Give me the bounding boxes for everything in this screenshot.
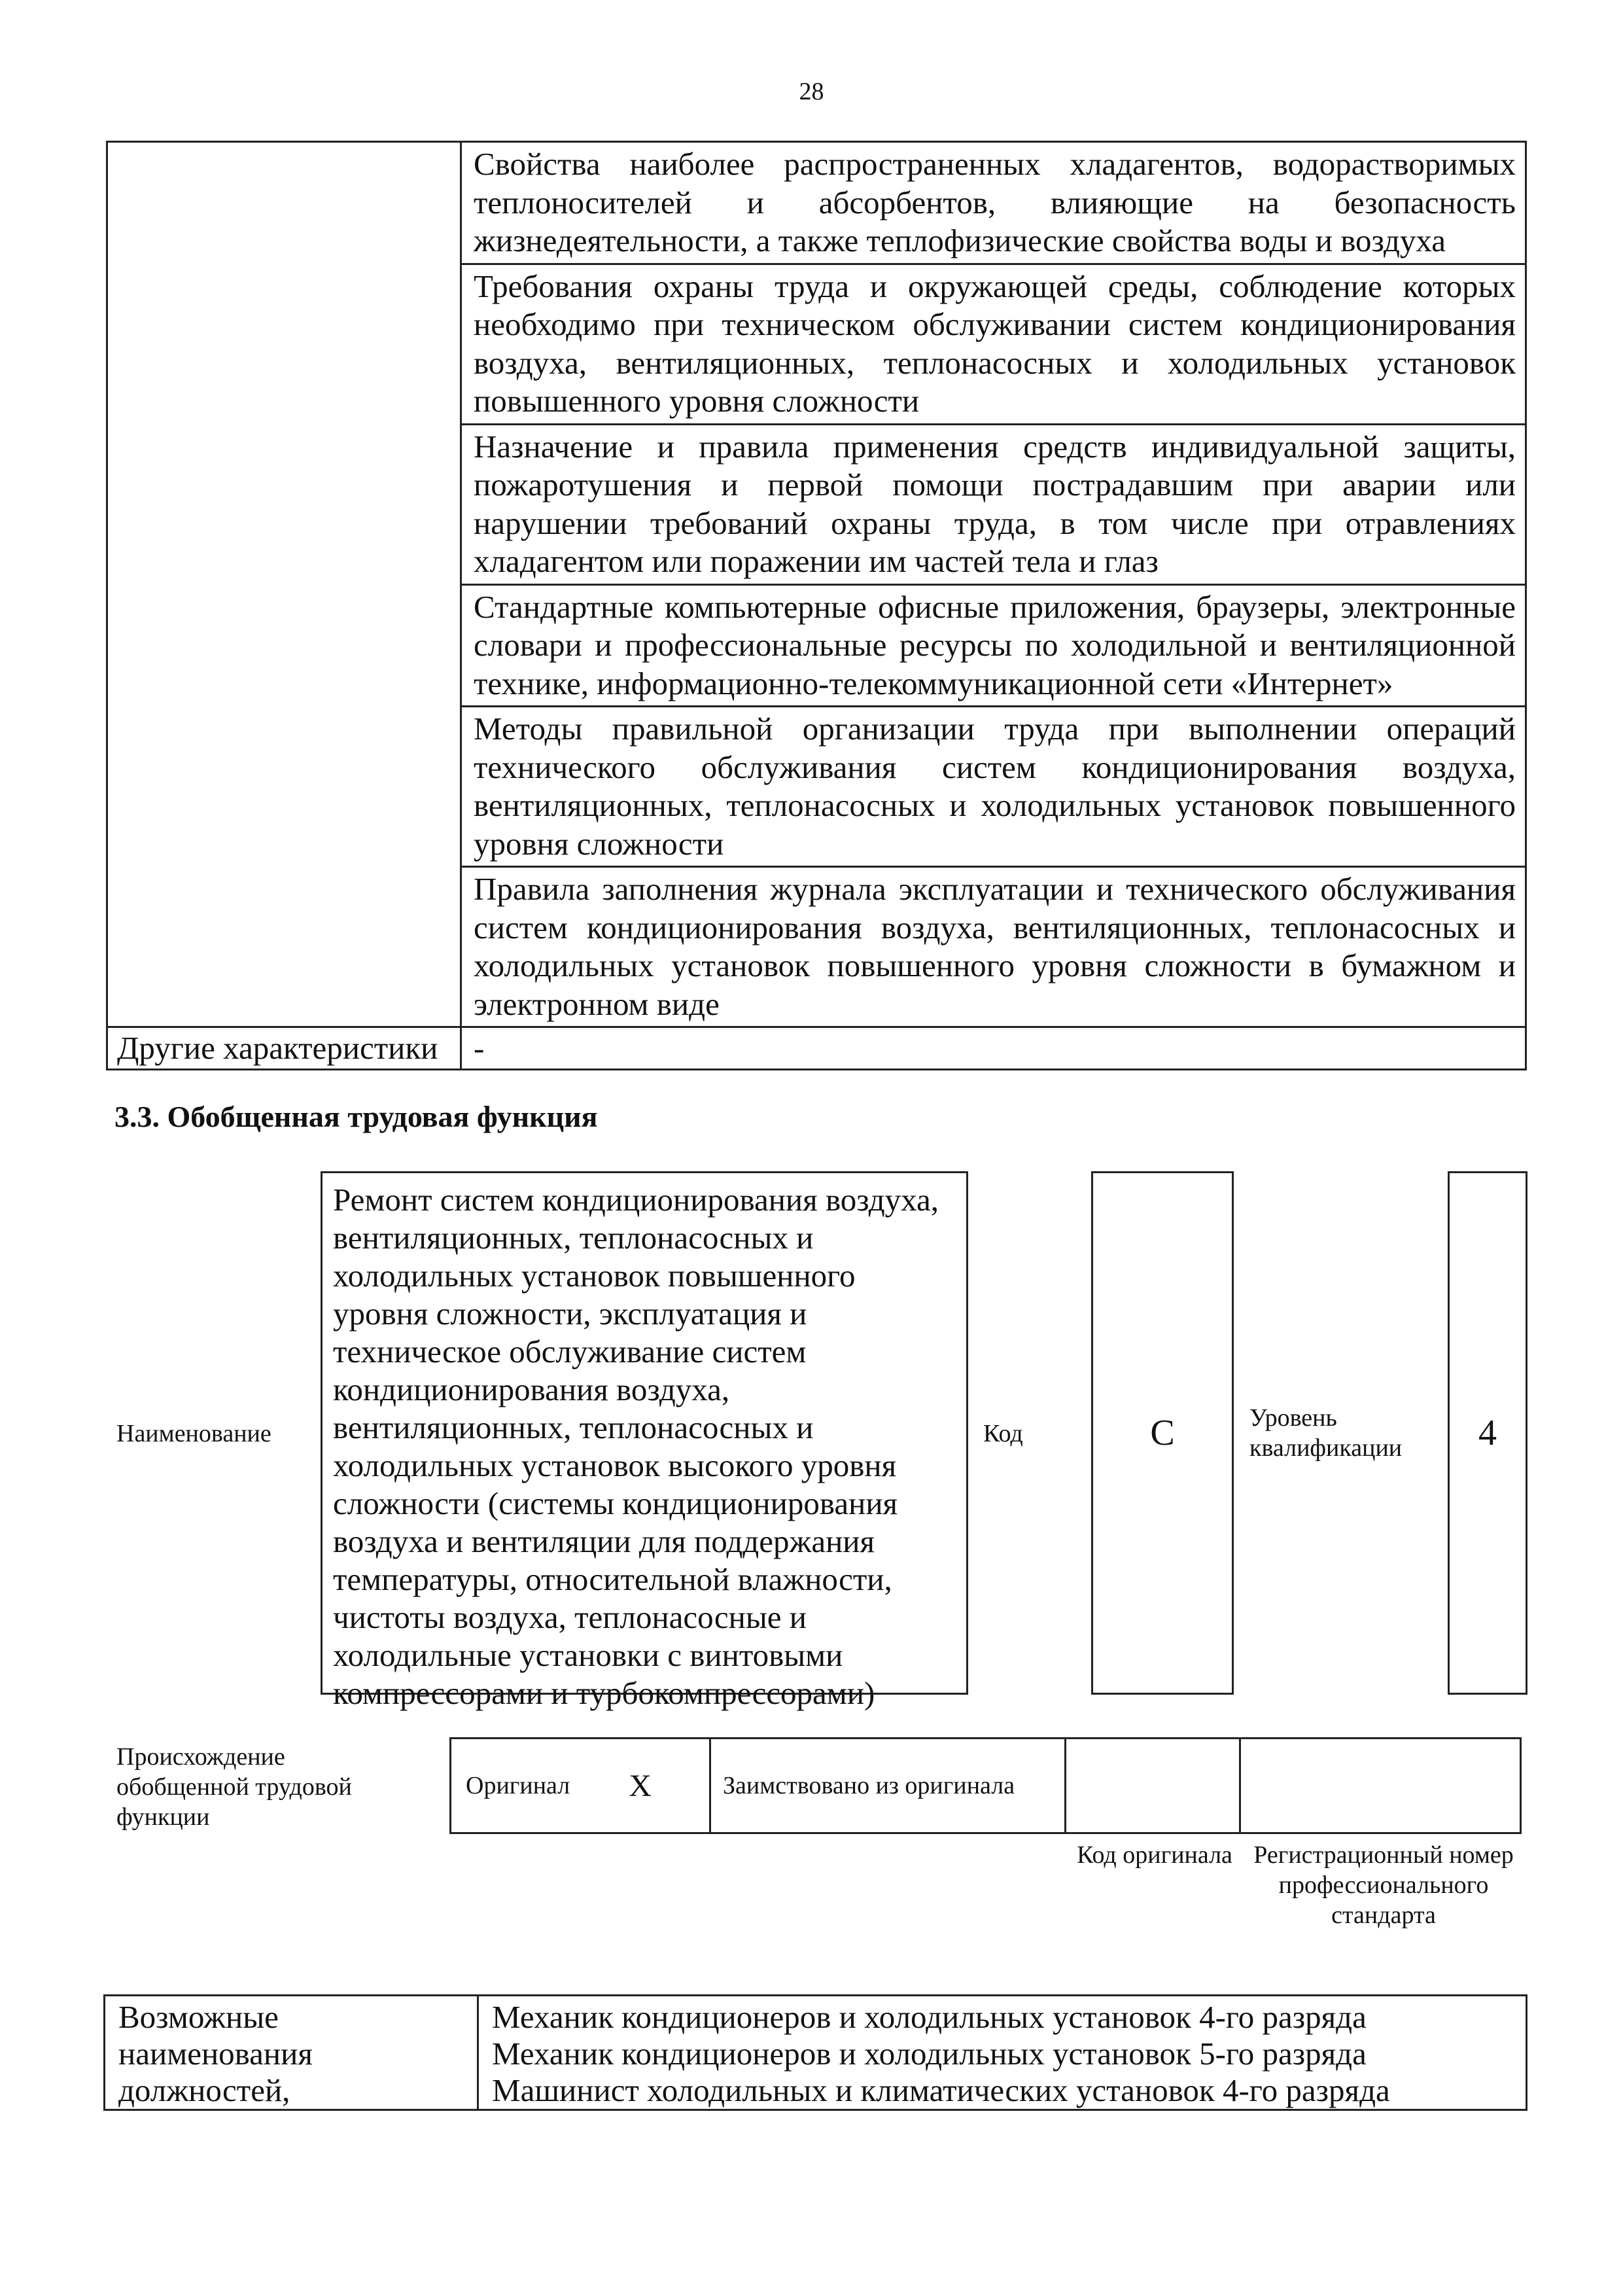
knowledge-text: Свойства наиболее распространенных хладагентов, водорастворимых теплоносителей и абсорбентов, влияющие на безопасность жизнедеятельности, а также теплофизические свойства воды и воздуха — [474, 146, 1516, 258]
registration-number-caption: Регистрационный номер профессионального стандарта — [1253, 1841, 1514, 1929]
knowledge-table — [106, 141, 1527, 1070]
level-box — [1448, 1171, 1527, 1695]
function-name-box: Ремонт систем кондиционирования воздуха, вентиляционных, теплонасосных и холодильных установок повышенного уровня сложности, эксплуатация и техническое обслуживание систем кондиционирования воздуха, вентиляционных, теплонасосных и холодильных установок высокого уровня сложности (системы кондиционирования воздуха и вентиляции для поддержания температуры, относительной влажности, чистоты воздуха, теплонасосные и холодильные установки с винтовыми компрессорами и турбокомпрессорами) — [321, 1171, 968, 1695]
level-label: Уровень квалификации — [1249, 1404, 1403, 1462]
table-row — [107, 1027, 1526, 1070]
list-item: Машинист холодильных и климатических установок 4-го разряда — [492, 2072, 1390, 2108]
code-value: C — [1150, 1413, 1175, 1453]
positions-list — [479, 1996, 1403, 2109]
knowledge-cell — [461, 424, 1526, 584]
borrowed-cell — [709, 1737, 1066, 1834]
knowledge-cell — [461, 142, 1526, 264]
page-number: 28 — [799, 78, 824, 105]
original-cell — [449, 1737, 711, 1834]
knowledge-text: Правила заполнения журнала эксплуатации и технического обслуживания систем кондиционирования воздуха, вентиляционных, теплонасосных и холодильных установок повышенного уровня сложности в бумажном и электронном виде — [474, 871, 1516, 1022]
knowledge-text: Требования охраны труда и окружающей среды, соблюдение которых необходимо при техническом обслуживании систем кондиционирования воздуха, вентиляционных, теплонасосных и холодильных установок повышенного уровня сложности — [474, 268, 1516, 419]
positions-label: Возможные наименования должностей, — [105, 1996, 479, 2109]
other-characteristics-value: - — [461, 1027, 1526, 1070]
table-row — [107, 142, 1526, 264]
knowledge-cell — [461, 867, 1526, 1027]
positions-table — [103, 1994, 1527, 2111]
knowledge-cell — [461, 707, 1526, 867]
knowledge-text: Методы правильной организации труда при выполнении операций технического обслуживания систем кондиционирования воздуха, вентиляционных, теплонасосных и холодильных установок повышенного уровня сложности — [474, 711, 1516, 862]
section-title: 3.3. Обобщенная трудовая функция — [114, 1100, 598, 1133]
list-item: Механик кондиционеров и холодильных установок 4-го разряда — [492, 1999, 1367, 2035]
knowledge-text: Назначение и правила применения средств индивидуальной защиты, пожаротушения и первой помощи пострадавшим при аварии или нарушении требований охраны труда, в том числе при отравлениях хладагентом или поражении им частей тела и глаз — [474, 428, 1516, 579]
original-mark: X — [629, 1768, 652, 1803]
knowledge-text: Стандартные компьютерные офисные приложения, браузеры, электронные словари и профессиональные ресурсы по холодильной и вентиляционной технике, информационно-телекоммуникационной сети «Интернет» — [474, 588, 1516, 701]
original-label: Оригинал — [466, 1772, 570, 1799]
level-value: 4 — [1478, 1413, 1497, 1453]
list-item: Механик кондиционеров и холодильных установок 5-го разряда — [492, 2036, 1367, 2072]
borrowed-label: Заимствовано из оригинала — [723, 1772, 1015, 1799]
origin-table — [451, 1737, 1527, 1834]
code-box — [1091, 1171, 1234, 1695]
name-label: Наименование — [116, 1420, 271, 1447]
knowledge-cell — [461, 584, 1526, 707]
code-label: Код — [983, 1420, 1023, 1447]
knowledge-cell — [461, 264, 1526, 424]
original-code-caption: Код оригинала — [1077, 1841, 1232, 1869]
original-code-cell — [1064, 1737, 1241, 1834]
origin-label: Происхождение обобщенной трудовой функции — [116, 1743, 352, 1831]
registration-number-cell — [1239, 1737, 1522, 1834]
other-characteristics-label: Другие характеристики — [107, 1027, 461, 1070]
empty-label-cell — [107, 142, 461, 1027]
